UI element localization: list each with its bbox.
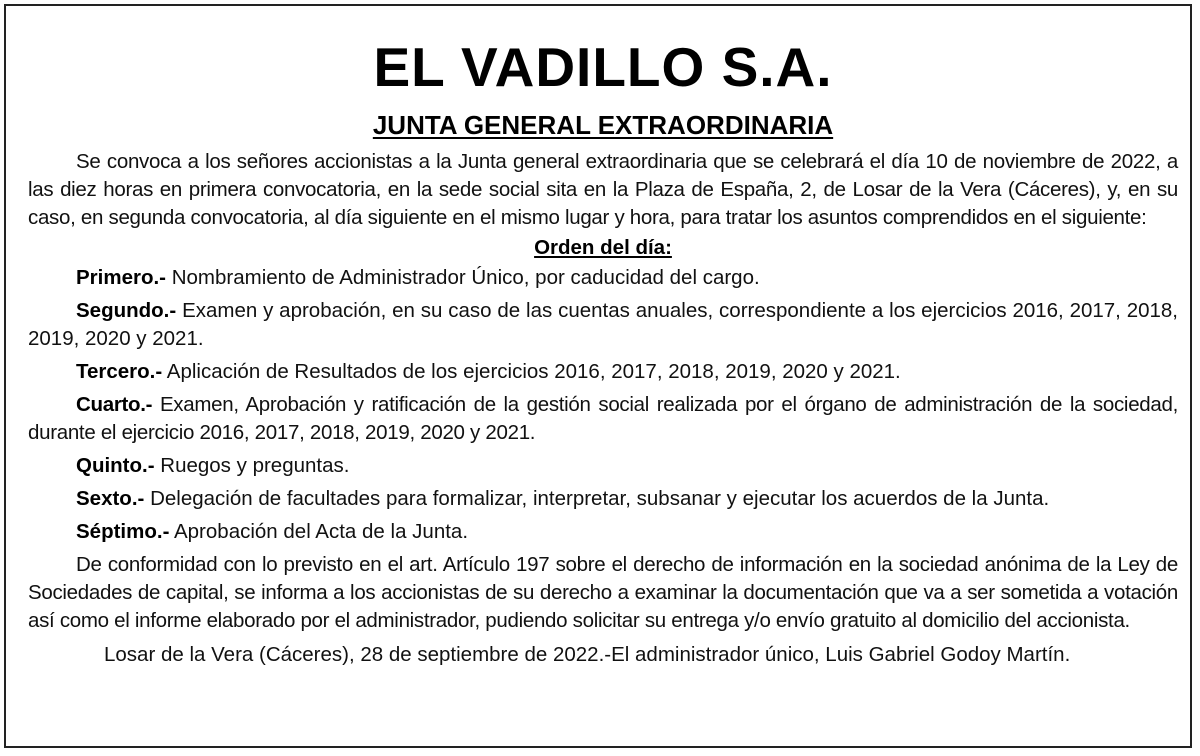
agenda-item-text: Ruegos y preguntas.: [160, 454, 350, 477]
agenda-item-label: Cuarto.-: [76, 393, 153, 416]
agenda-item-text: Aplicación de Resultados de los ejercicios 2016, 2017, 2018, 2019, 2020 y 2021.: [166, 360, 901, 383]
agenda-title: Orden del día:: [534, 236, 672, 259]
information-paragraph: De conformidad con lo previsto en el art. Artículo 197 sobre el derecho de información en la sociedad anónima de la Ley de Sociedades de capital, se informa a los accionistas de su derecho a examinar la documentación que va a ser sometida a votación así como el informe elaborado por el administrador, pudiendo solicitar su entrega y/o envío gratuito al domicilio del accionista.: [28, 553, 1178, 632]
agenda-item-tercero: [28, 358, 1178, 386]
agenda-item-text: Examen y aprobación, en su caso de las cuentas anuales, correspondiente a los ejercicios 2016, 2017, 2018, 2019, 2020 y 2021.: [28, 299, 1179, 350]
company-name: EL VADILLO S.A.: [373, 36, 833, 98]
agenda-item-label: Primero.-: [76, 266, 166, 289]
intro-paragraph: Se convoca a los señores accionistas a la Junta general extraordinaria que se celebrará el día 10 de noviembre de 2022, a las diez horas en primera convocatoria, en la sede social sita en la Plaza de España, 2, de Losar de la Vera (Cáceres), y, en su caso, en segunda convocatoria, al día siguiente en el mismo lugar y hora, para tratar los asuntos comprendidos en el siguiente:: [28, 150, 1178, 229]
agenda-item-primero: [28, 264, 1178, 292]
agenda-item-label: Tercero.-: [76, 360, 163, 383]
signoff-line: Losar de la Vera (Cáceres), 28 de septiembre de 2022.-El administrador único, Luis Gabriel Godoy Martín.: [104, 643, 1071, 666]
agenda-item-septimo: [28, 518, 1178, 546]
notice-content: [28, 6, 1178, 669]
agenda-item-quinto: [28, 452, 1178, 480]
agenda-item-sexto: [28, 485, 1178, 513]
meeting-title: JUNTA GENERAL EXTRAORDINARIA: [372, 110, 834, 140]
agenda-item-text: Delegación de facultades para formalizar, interpretar, subsanar y ejecutar los acuerdos de la Junta.: [150, 487, 1050, 510]
agenda-item-label: Séptimo.-: [76, 520, 170, 543]
agenda-item-label: Segundo.-: [76, 299, 177, 322]
agenda-item-text: Aprobación del Acta de la Junta.: [173, 520, 469, 543]
agenda-item-segundo: [28, 297, 1178, 353]
agenda-item-text: Examen, Aprobación y ratificación de la gestión social realizada por el órgano de administración de la sociedad, durante el ejercicio 2016, 2017, 2018, 2019, 2020 y 2021.: [28, 393, 1178, 444]
agenda-item-text: Nombramiento de Administrador Único, por caducidad del cargo.: [171, 266, 760, 289]
agenda-item-cuarto: [28, 391, 1178, 447]
notice-frame: [4, 4, 1192, 748]
agenda-heading: [28, 234, 1178, 262]
agenda-item-label: Sexto.-: [76, 487, 145, 510]
agenda-item-label: Quinto.-: [76, 454, 155, 477]
